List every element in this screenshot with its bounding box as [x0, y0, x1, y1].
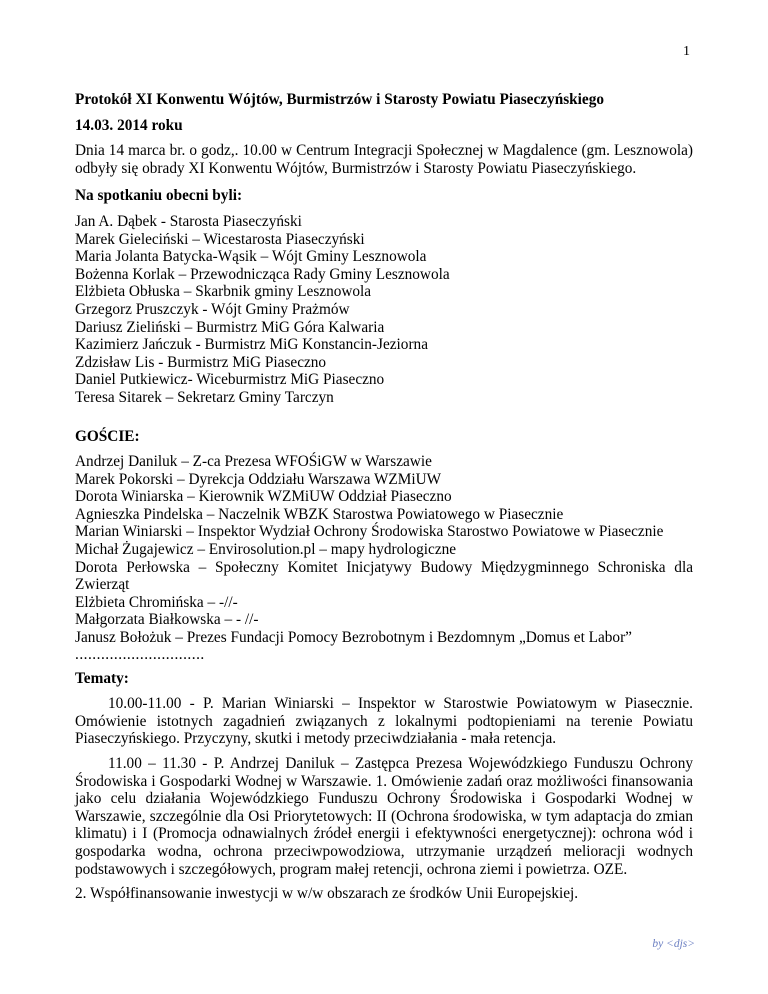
topic-extra: 2. Współfinansowanie inwestycji w w/w obszarach ze środków Unii Europejskiej. — [75, 885, 579, 903]
dotted-separator: .............................. — [75, 645, 205, 663]
list-item: Marek Gieleciński – Wicestarosta Piaseczyński — [75, 230, 365, 248]
topic-item: 10.00-11.00 - P. Marian Winiarski – Inspektor w Starostwie Powiatowym w Piasecznie. Omówienie istotnych zagadnień związanych z lokalnymi podtopieniami na terenie Powiatu Piaseczyńskiego. Przyczyny, skutki i metody przeciwdziałania - mała retencja. — [75, 695, 693, 748]
list-item: Janusz Bołożuk – Prezes Fundacji Pomocy Bezrobotnym i Bezdomnym „Domus et Labor” — [75, 629, 632, 647]
list-item: Andrzej Daniluk – Z-ca Prezesa WFOŚiGW w Warszawie — [75, 453, 432, 471]
list-item: Maria Jolanta Batycka-Wąsik – Wójt Gminy Lesznowola — [75, 248, 427, 266]
footer-signature: by <djs> — [652, 938, 695, 950]
list-item: Bożenna Korlak – Przewodnicząca Rady Gminy Lesznowola — [75, 265, 450, 283]
list-item: Marian Winiarski – Inspektor Wydział Ochrony Środowiska Starostwo Powiatowe w Piasecznie — [75, 523, 664, 541]
list-item: Dorota Perłowska – Społeczny Komitet Inicjatywy Budowy Międzygminnego Schroniska dla Zwierząt — [75, 558, 693, 594]
list-item: Agnieszka Pindelska – Naczelnik WBZK Starostwa Powiatowego w Piasecznie — [75, 505, 564, 523]
present-heading: Na spotkaniu obecni byli: — [75, 187, 243, 205]
list-item: Kazimierz Jańczuk - Burmistrz MiG Konstancin-Jeziorna — [75, 336, 428, 354]
guests-heading: GOŚCIE: — [75, 427, 140, 445]
document-date: 14.03. 2014 roku — [75, 116, 183, 134]
list-item: Zdzisław Lis - Burmistrz MiG Piaseczno — [75, 353, 327, 371]
list-item: Grzegorz Pruszczyk - Wójt Gminy Prażmów — [75, 300, 350, 318]
list-item: Daniel Putkiewicz- Wiceburmistrz MiG Piaseczno — [75, 371, 385, 389]
topic-item: 11.00 – 11.30 - P. Andrzej Daniluk – Zastępca Prezesa Wojewódzkiego Funduszu Ochrony Środowiska i Gospodarki Wodnej w Warszawie. 1. Omówienie zadań oraz możliwości finansowania jako celu działania Wojewódzkiego Funduszu Ochrony Środowiska i Gospodarki Wodnej w Warszawie, szczególnie dla Osi Priorytetowych: II (Ochrona środowiska, w tym adaptacja do zmian klimatu) i I (Promocja odnawialnych źródeł energii i efektywności energetycznej): ochrona wód i gospodarka wodna, ochrona przeciwpowodziowa, utrzymanie urządzeń melioracji wodnych podstawowych i szczegółowych, program małej retencji, ochrona ziemi i powietrza. OZE. — [75, 755, 693, 878]
list-item: Marek Pokorski – Dyrekcja Oddziału Warszawa WZMiUW — [75, 470, 442, 488]
present-list — [75, 213, 693, 407]
guests-list — [75, 453, 693, 647]
document-title: Protokół XI Konwentu Wójtów, Burmistrzów i Starosty Powiatu Piaseczyńskiego — [75, 91, 605, 108]
intro-paragraph: Dnia 14 marca br. o godz,. 10.00 w Centrum Integracji Społecznej w Magdalence (gm. Lesznowola) odbyły się obrady XI Konwentu Wójtów, Burmistrzów i Starosty Powiatu Piaseczyńskiego. — [75, 142, 693, 177]
topics-heading: Tematy: — [75, 669, 129, 687]
list-item: Dariusz Zieliński – Burmistrz MiG Góra Kalwaria — [75, 318, 385, 336]
list-item: Małgorzata Białkowska – - //- — [75, 611, 259, 629]
list-item: Teresa Sitarek – Sekretarz Gminy Tarczyn — [75, 388, 334, 406]
page-number: 1 — [683, 44, 690, 59]
list-item: Dorota Winiarska – Kierownik WZMiUW Oddział Piaseczno — [75, 488, 452, 506]
document-body — [75, 91, 693, 903]
list-item: Elżbieta Chromińska – -//- — [75, 593, 238, 611]
list-item: Elżbieta Obłuska – Skarbnik gminy Lesznowola — [75, 283, 372, 301]
list-item: Michał Żugajewicz – Envirosolution.pl – mapy hydrologiczne — [75, 541, 457, 559]
list-item: Jan A. Dąbek - Starosta Piaseczyński — [75, 212, 302, 230]
